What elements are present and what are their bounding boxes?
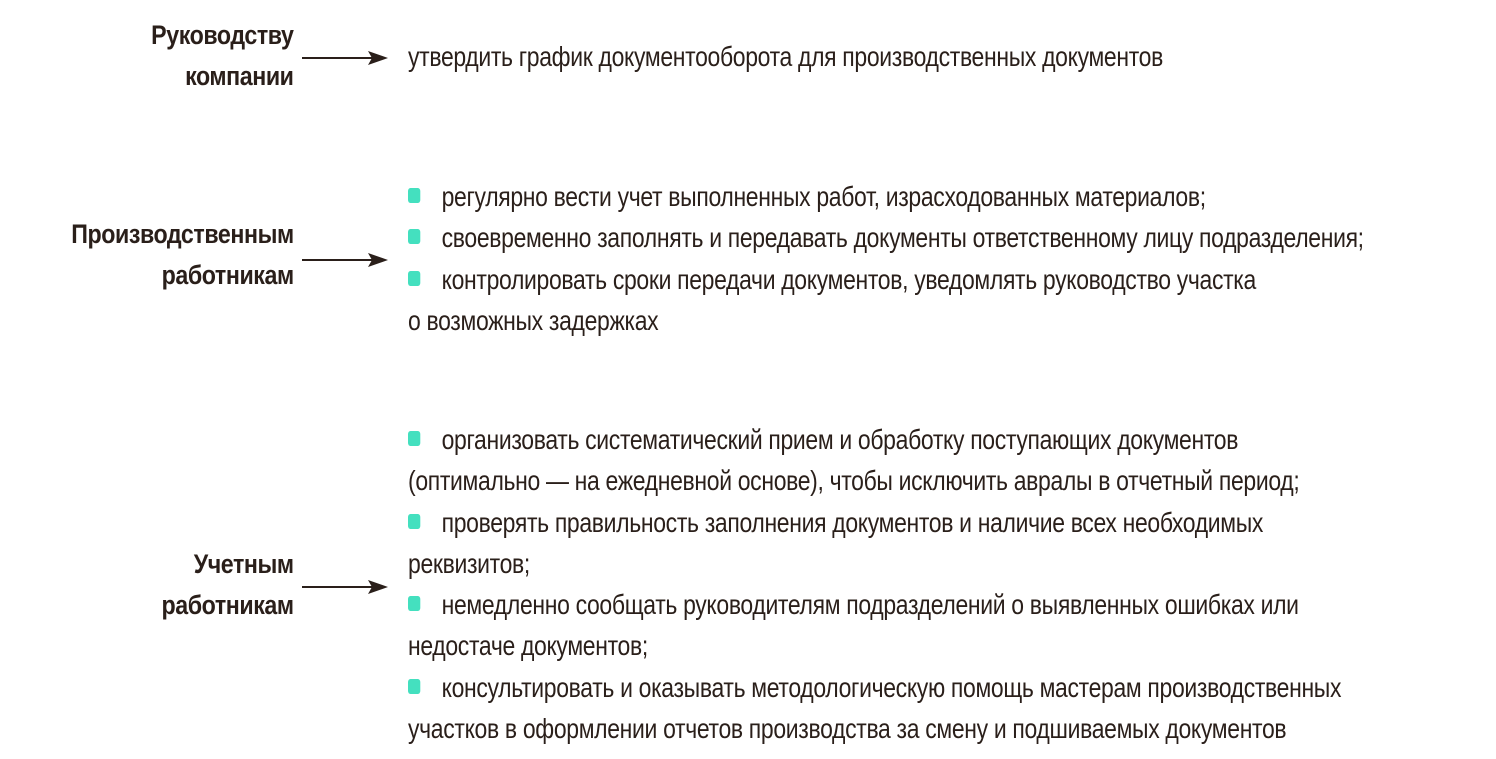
duty-line: недостаче документов; (408, 630, 648, 662)
duty-line: немедленно сообщать руководителям подразделений о выявленных ошибках или (408, 584, 1341, 625)
bullet-icon (408, 514, 420, 529)
duty-line: о возможных задержках (408, 304, 659, 336)
role-label-line: Учетным (194, 549, 294, 579)
arrow-right-icon (302, 253, 388, 267)
role-label-accounting-workers (162, 544, 294, 626)
duty-line: участков в оформлении отчетов производства за смену и подшиваемых документов (408, 713, 1287, 745)
duty-line: контролировать сроки передачи документов, уведомлять руководство участка (408, 259, 1364, 300)
bullet-icon (408, 188, 420, 203)
role-label-line: Производственным (71, 219, 294, 249)
role-label-line: работникам (161, 590, 294, 620)
bullet-icon (408, 596, 420, 611)
duty-line: организовать систематический прием и обработку поступающих документов (408, 419, 1341, 460)
duty-line: (оптимально — на ежедневной основе), чтобы исключить авралы в отчетный период; (408, 465, 1300, 497)
duties-accounting-workers (408, 419, 1341, 749)
bullet-icon (408, 431, 420, 446)
duty-line: консультировать и оказывать методологическую помощь мастерам производственных (408, 667, 1341, 708)
duty-line: регулярно вести учет выполненных работ, израсходованных материалов; (408, 176, 1364, 217)
duties-management (408, 36, 1163, 77)
duty-line: проверять правильность заполнения документов и наличие всех необходимых (408, 502, 1341, 543)
role-label-management (152, 15, 294, 97)
role-label-line: Руководству (151, 20, 294, 50)
role-label-production-workers (72, 214, 294, 296)
role-label-line: компании (185, 61, 294, 91)
duties-production-workers (408, 176, 1364, 341)
duty-line: реквизитов; (408, 547, 530, 579)
arrow-right-icon (302, 580, 388, 594)
bullet-icon (408, 679, 420, 694)
bullet-icon (408, 229, 420, 244)
arrow-right-icon (302, 51, 388, 65)
bullet-icon (408, 271, 420, 286)
duty-line: своевременно заполнять и передавать документы ответственному лицу подразделения; (408, 217, 1364, 258)
role-label-line: работникам (161, 260, 294, 290)
duty-line: утвердить график документооборота для производственных документов (408, 41, 1163, 72)
